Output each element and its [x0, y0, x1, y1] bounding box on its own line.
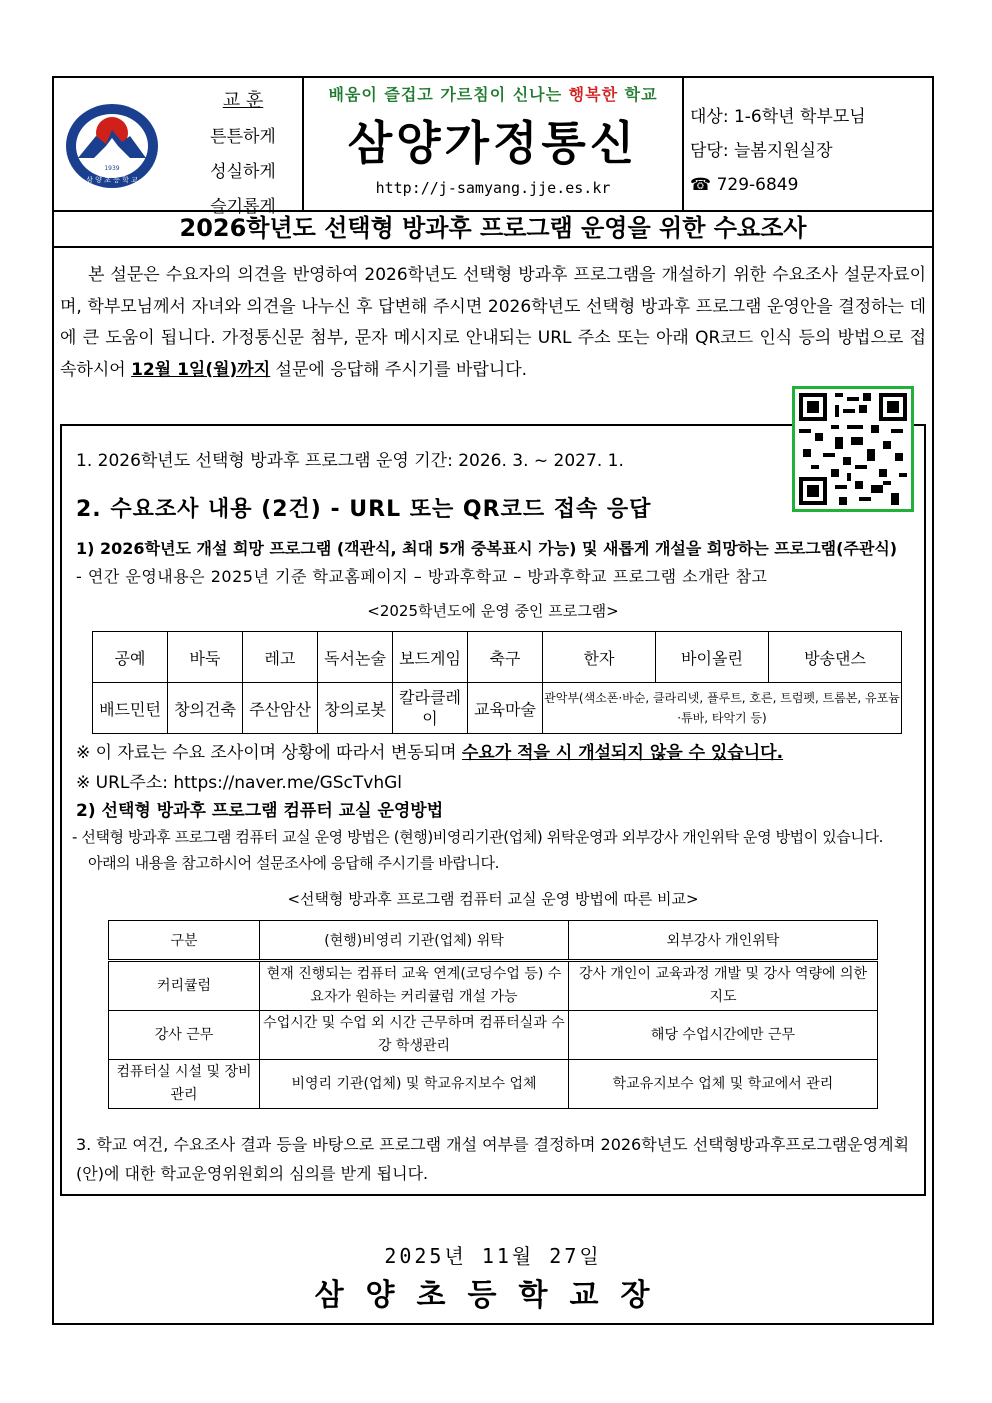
table-row: [93, 632, 902, 683]
school-logo: [54, 78, 184, 210]
subsection-1-title: 1) 2026학년도 개설 희망 프로그램 (객관식, 최대 5개 중복표시 가능) 및 새롭게 개설을 희망하는 프로그램(주관식): [76, 539, 898, 558]
table-cell: 학교유지보수 업체 및 학교에서 관리: [569, 1060, 878, 1109]
table-cell: 해당 수업시간에만 근무: [569, 1011, 878, 1060]
table-cell: 현재 진행되는 컴퓨터 교육 연계(코딩수업 등) 수요자가 원하는 커리큘럼 개설 가능: [260, 961, 569, 1011]
comparison-table: [108, 920, 878, 1109]
school-slogan: [304, 82, 682, 105]
table-cell: 비영리 기관(업체) 및 학교유지보수 업체: [260, 1060, 569, 1109]
program-cell: 배드민턴: [93, 683, 168, 734]
table-header-row: [109, 921, 878, 961]
newsletter-title-cell: [302, 78, 684, 210]
column-header: 외부강사 개인위탁: [569, 921, 878, 961]
newsletter-info: [680, 78, 932, 210]
row-label: 컴퓨터실 시설 및 장비관리: [109, 1060, 260, 1109]
newsletter-title: 삼양가정통신: [347, 116, 639, 170]
program-cell: 방송댄스: [769, 632, 902, 683]
warning-emphasis: 수요가 적을 시 개설되지 않을 수 있습니다.: [461, 743, 784, 763]
document-title: 2026학년도 선택형 방과후 프로그램 운영을 위한 수요조사: [54, 210, 932, 248]
school-logo-cell: [54, 78, 184, 210]
section-2-title: 2. 수요조사 내용 (2건) - URL 또는 QR코드 접속 응답: [76, 497, 652, 522]
table-row: [109, 1060, 878, 1109]
program-cell: 바둑: [168, 632, 243, 683]
table-cell: 수업시간 및 수업 외 시간 근무하며 컴퓨터실과 수강 학생관리: [260, 1011, 569, 1060]
table-row: [109, 961, 878, 1011]
program-table-caption: <2025학년도에 운영 중인 프로그램>: [367, 602, 619, 620]
qr-code-icon: [795, 389, 911, 509]
slogan-text-end: 학교: [618, 85, 658, 104]
slogan-highlight: 행복한: [568, 85, 619, 104]
program-cell-brass-band: 관악부(색소폰·바순, 클라리넷, 플루트, 호른, 트럼펫, 트롬본, 유포늄·튜바, 타악기 등): [543, 683, 902, 734]
warning-text: ※ 이 자료는 수요 조사이며 상황에 따라서 변동되며: [76, 743, 462, 763]
survey-content-box: [60, 424, 926, 1196]
deadline-text: 12월 1일(월)까지: [131, 359, 271, 380]
description-line: 아래의 내용을 참고하시어 설문조사에 응답해 주시기를 바랍니다.: [88, 854, 500, 872]
qr-code[interactable]: [792, 386, 914, 512]
warning-note: [76, 738, 783, 763]
logo-year: 1939: [104, 165, 120, 172]
intro-text: 본 설문은 수요자의 의견을 반영하여 2026학년도 선택형 방과후 프로그램을 개설하기 위한 수요조사 설문자료이며, 학부모님께서 자녀와 의견을 나누신 후 답변해 주시면 2026학년도 선택형 방과후 프로그램 운영안을 결정하는 데에 큰 도움이 됩니다. 가정통신문 첨부, 문자 메시지로 안내되는 URL 주소 또는 아래 QR코드 인식 등의 방법으로 접속하시어: [60, 265, 926, 380]
program-cell: 주산암산: [243, 683, 318, 734]
newsletter-header: [54, 78, 932, 217]
row-label: 강사 근무: [109, 1011, 260, 1060]
comparison-table-caption: <선택형 방과후 프로그램 컴퓨터 교실 운영 방법에 따른 비교>: [287, 890, 699, 908]
phone-text: ☎ 729-6849: [690, 175, 799, 195]
logo-text: 삼 양 초 등 학 교: [86, 176, 138, 184]
intro-paragraph: [60, 260, 926, 386]
program-cell: 창의로봇: [318, 683, 393, 734]
program-cell: 창의건축: [168, 683, 243, 734]
motto-title: 교 훈: [222, 90, 264, 111]
slogan-text: 배움이 즐겁고 가르침이 신나는: [328, 85, 569, 104]
table-row: [93, 683, 902, 734]
school-motto: [184, 78, 302, 217]
motto-line: 성실하게: [210, 162, 276, 182]
motto-line: 슬기롭게: [210, 197, 276, 217]
program-cell: 공예: [93, 632, 168, 683]
program-cell: 한자: [543, 632, 656, 683]
subsection-2-title: 2) 선택형 방과후 프로그램 컴퓨터 교실 운영방법: [76, 801, 444, 821]
program-cell: 바이올린: [656, 632, 769, 683]
contact-person-text: 담당: 늘봄지원실장: [690, 141, 833, 161]
intro-text-end: 설문에 응답해 주시기를 바랍니다.: [270, 359, 528, 380]
subsection-2-description: [72, 824, 922, 876]
audience-text: 대상: 1-6학년 학부모님: [690, 107, 866, 127]
principal-signature: 삼양초등학교장: [314, 1278, 672, 1313]
survey-url-link[interactable]: ※ URL주소: https://naver.me/GScTvhGl: [76, 773, 403, 793]
motto-line: 튼튼하게: [210, 127, 276, 147]
program-cell: 교육마술: [468, 683, 543, 734]
table-cell: 강사 개인이 교육과정 개발 및 강사 역량에 의한 지도: [569, 961, 878, 1011]
row-label: 커리큘럼: [109, 961, 260, 1011]
program-cell: 독서논술: [318, 632, 393, 683]
document-frame: [52, 76, 934, 1325]
school-website-link[interactable]: http://j-samyang.jje.es.kr: [375, 179, 611, 197]
table-row: [109, 1011, 878, 1060]
section-1-period: 1. 2026학년도 선택형 방과후 프로그램 운영 기간: 2026. 3. ~ 2027. 1.: [76, 451, 624, 471]
program-cell: 칼라클레이: [393, 683, 468, 734]
program-cell: 레고: [243, 632, 318, 683]
program-cell: 보드게임: [393, 632, 468, 683]
program-table: [92, 631, 902, 734]
column-header: 구분: [109, 921, 260, 961]
issue-date: 2025년 11월 27일: [384, 1244, 602, 1268]
column-header: (현행)비영리 기관(업체) 위탁: [260, 921, 569, 961]
description-line: - 선택형 방과후 프로그램 컴퓨터 교실 운영 방법은 (현행)비영리기관(업체) 위탁운영과 외부강사 개인위탁 운영 방법이 있습니다.: [72, 828, 883, 846]
section-3-text: 3. 학교 여건, 수요조사 결과 등을 바탕으로 프로그램 개설 여부를 결정하며 2026학년도 선택형방과후프로그램운영계획(안)에 대한 학교운영위원회의 심의를 받게 됩니다.: [76, 1135, 910, 1183]
program-cell: 축구: [468, 632, 543, 683]
subsection-1-note: - 연간 운영내용은 2025년 기준 학교홈페이지 – 방과후학교 – 방과후학교 프로그램 소개란 참고: [76, 567, 768, 586]
